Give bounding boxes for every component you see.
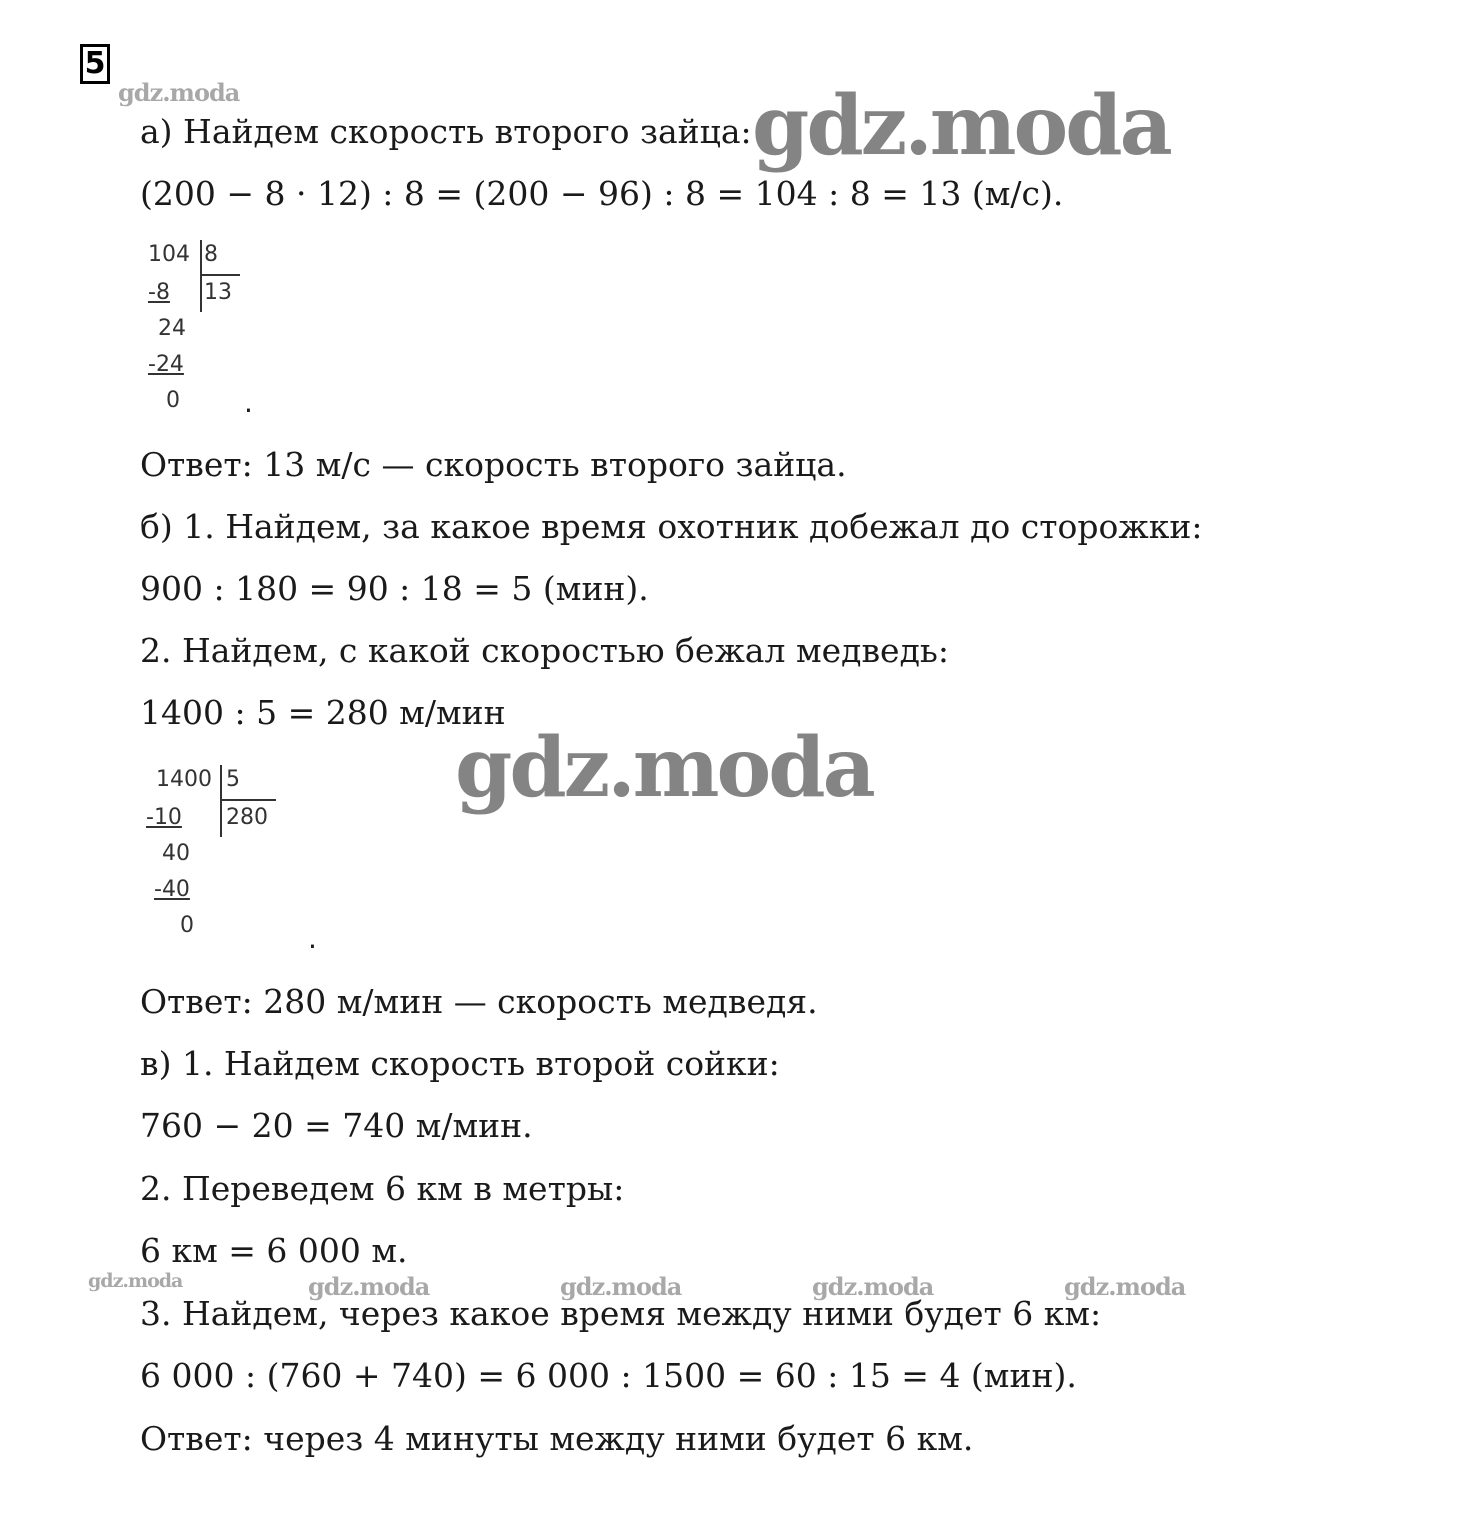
- watermark-row-3: gdz.moda: [560, 1272, 682, 1301]
- watermark-row-2: gdz.moda: [308, 1272, 430, 1301]
- subtrahend-2: -40: [154, 877, 190, 902]
- part-v-title-2: 2. Переведем 6 км в метры:: [140, 1169, 625, 1208]
- part-v-title: в) 1. Найдем скорость второй сойки:: [140, 1044, 780, 1083]
- part-b-calculation-2: 1400 : 5 = 280 м/мин: [140, 693, 506, 732]
- part-v-title-3: 3. Найдем, через какое время между ними будет 6 км:: [140, 1294, 1102, 1333]
- division-vertical-line: [200, 240, 202, 312]
- part-a-answer: Ответ: 13 м/с — скорость второго зайца.: [140, 445, 847, 484]
- part-v-calculation-3: 6 000 : (760 + 740) = 6 000 : 1500 = 60 : 15 = 4 (мин).: [140, 1356, 1077, 1395]
- quotient: 280: [226, 805, 268, 830]
- division-2-end-dot: .: [308, 922, 317, 955]
- subtrahend-2: -24: [148, 352, 184, 377]
- dividend: 1400: [156, 767, 212, 792]
- long-division-1400-by-5: [146, 765, 286, 945]
- division-horizontal-line: [220, 799, 276, 801]
- part-b-answer: Ответ: 280 м/мин — скорость медведя.: [140, 982, 818, 1021]
- divisor: 5: [226, 767, 240, 792]
- remainder-2: 0: [166, 388, 180, 413]
- dividend: 104: [148, 242, 190, 267]
- part-a-title: а) Найдем скорость второго зайца:: [140, 112, 752, 151]
- part-b-calculation-1: 900 : 180 = 90 : 18 = 5 (мин).: [140, 569, 649, 608]
- watermark-big-top: gdz.moda: [752, 78, 1170, 174]
- part-b-title-2: 2. Найдем, с какой скоростью бежал медведь:: [140, 631, 949, 670]
- part-a-calculation: (200 − 8 · 12) : 8 = (200 − 96) : 8 = 104 : 8 = 13 (м/с).: [140, 174, 1064, 213]
- subtrahend-1: -8: [148, 280, 170, 305]
- part-v-answer: Ответ: через 4 минуты между ними будет 6 км.: [140, 1419, 974, 1458]
- watermark-row-5: gdz.moda: [1064, 1272, 1186, 1301]
- watermark-row-1: gdz.moda: [88, 1270, 183, 1292]
- remainder-1: 24: [158, 316, 186, 341]
- remainder-2: 0: [180, 913, 194, 938]
- part-v-calculation-2: 6 км = 6 000 м.: [140, 1231, 408, 1270]
- watermark-top: gdz.moda: [118, 78, 240, 107]
- division-1-end-dot: .: [244, 386, 253, 419]
- remainder-1: 40: [162, 841, 190, 866]
- task-number: 5: [80, 44, 110, 84]
- division-horizontal-line: [200, 274, 240, 276]
- watermark-big-middle: gdz.moda: [455, 720, 873, 816]
- watermark-row-4: gdz.moda: [812, 1272, 934, 1301]
- division-vertical-line: [220, 765, 222, 837]
- quotient: 13: [204, 280, 232, 305]
- part-v-calculation-1: 760 − 20 = 740 м/мин.: [140, 1106, 533, 1145]
- divisor: 8: [204, 242, 218, 267]
- subtrahend-1: -10: [146, 805, 182, 830]
- part-b-title: б) 1. Найдем, за какое время охотник добежал до сторожки:: [140, 507, 1203, 546]
